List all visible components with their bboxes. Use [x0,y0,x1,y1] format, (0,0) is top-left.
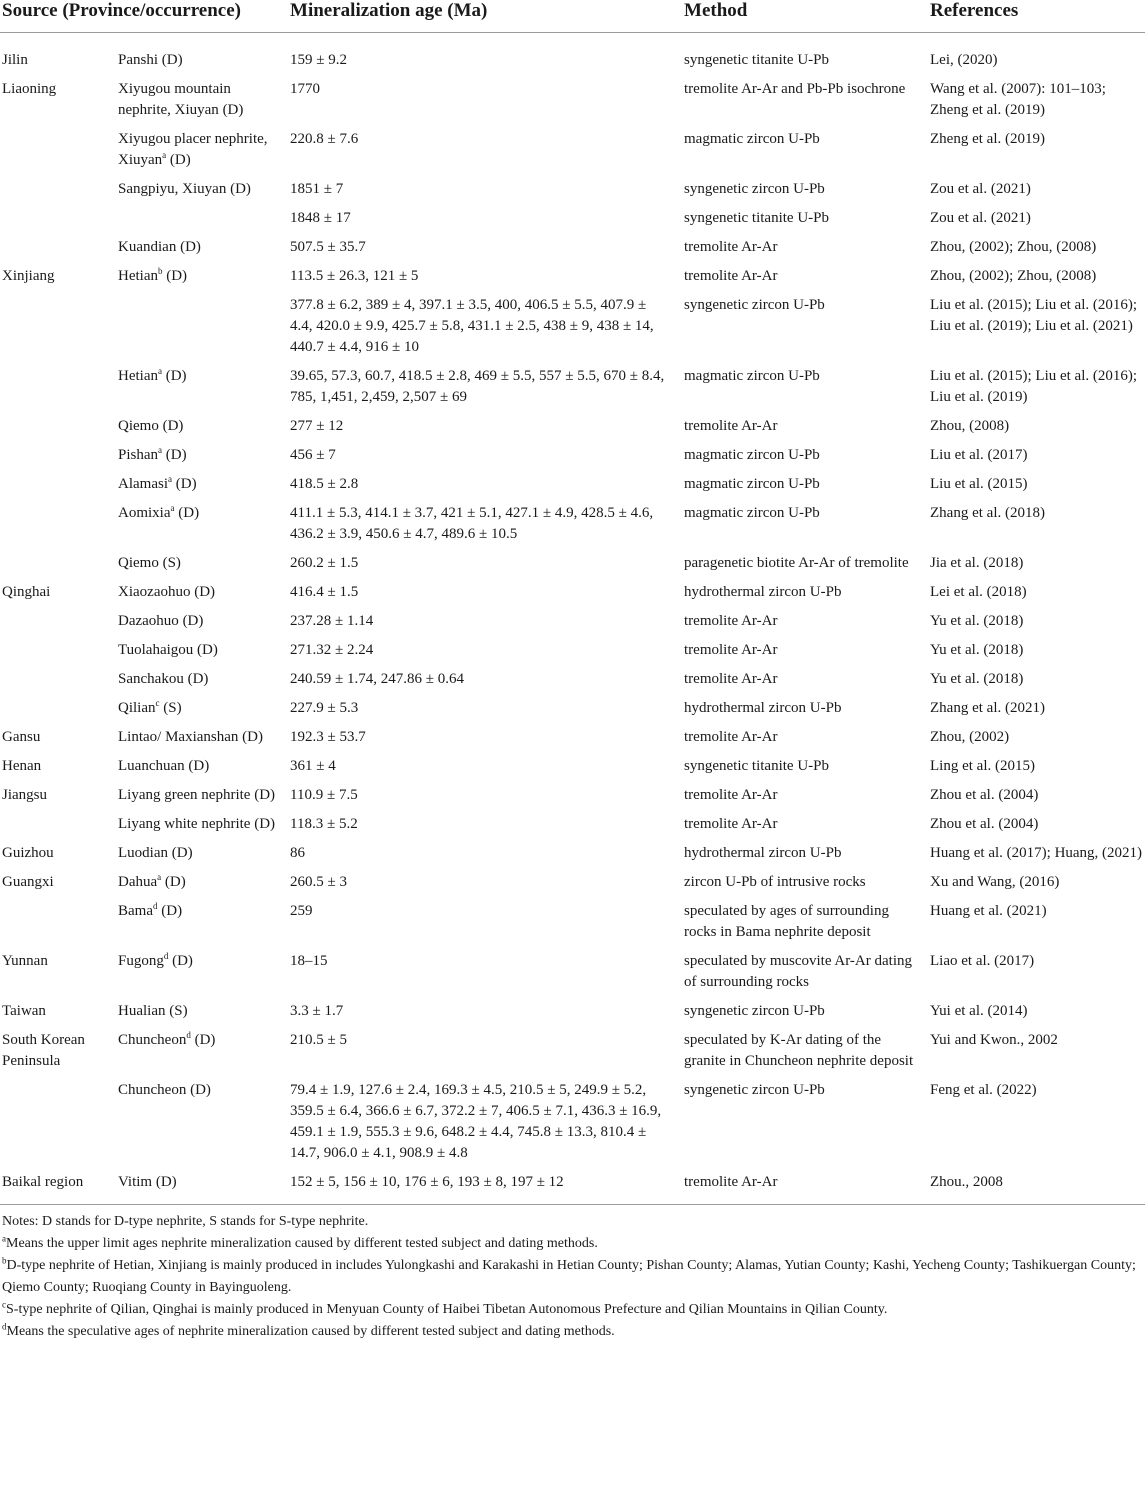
province-cell [0,295,108,366]
note-line [2,1211,1143,1233]
table-row [0,295,1145,366]
table-row [0,1030,1145,1080]
age-cell: 260.2 ± 1.5 [290,555,359,571]
note-mark: b [2,1255,7,1266]
table-row [0,1001,1145,1030]
method-cell: tremolite Ar-Ar [684,729,778,745]
nephrite-type: (D) [183,671,209,687]
table-row [0,33,1145,80]
reference-cell: Liu et al. (2015); Liu et al. (2016); Liu et al. (2019) [930,368,1138,405]
province-cell [0,366,108,416]
reference-cell: Yui and Kwon., 2002 [930,1032,1058,1048]
method-cell: tremolite Ar-Ar [684,671,778,687]
age-cell: 152 ± 5, 156 ± 10, 176 ± 6, 193 ± 8, 197 ± 12 [280,1172,674,1205]
province-cell [0,611,108,640]
table-row [0,669,1145,698]
table-header [0,0,1145,33]
method-cell: tremolite Ar-Ar and Pb-Pb isochrone [684,81,906,97]
occurrence-cell [108,785,280,814]
province-cell [0,208,108,237]
method-cell: tremolite Ar-Ar [684,239,778,255]
reference-cell: Liu et al. (2017) [930,447,1028,463]
method-cell: speculated by ages of surrounding rocks in Bama nephrite deposit [684,903,889,940]
province-cell [0,474,108,503]
occurrence-name: Sangpiyu, Xiuyan [118,181,227,197]
occurrence-name: Liyang white nephrite [118,816,251,832]
occurrence-cell [108,640,280,669]
reference-cell: Yu et al. (2018) [930,671,1024,687]
province-cell: South Korean Peninsula [2,1032,85,1069]
occurrence-name: Qiemo [118,555,159,571]
province-cell: Taiwan [2,1003,46,1019]
province-cell: Qinghai [2,584,51,600]
note-mark: d [2,1321,7,1332]
nephrite-type: (D) [226,181,251,197]
note-text: D-type nephrite of Hetian, Xinjiang is mainly produced in includes Yulongkashi and Karakashi in Hetian County; Pishan County; Alamas, Yutian County; Kashi, Yecheng County; Tashikuergan County; Qiemo County; Ruoqiang County in Bayinguoleng. [2,1258,1136,1295]
method-cell: syngenetic zircon U-Pb [684,181,825,197]
nephrite-type: (D) [172,476,197,492]
age-cell: 377.8 ± 6.2, 389 ± 4, 397.1 ± 3.5, 400, 406.5 ± 5.5, 407.9 ± 4.4, 420.0 ± 9.9, 425.7 ± 5.8, 431.1 ± 2.5, 438 ± 9, 438 ± 14, 440.7 ± 4.4, 916 ± 10 [290,297,654,355]
occurrence-name: Tuolahaigou [118,642,194,658]
note-text: S-type nephrite of Qilian, Qinghai is mainly produced in Menyuan County of Haibei Tibetan Autonomous Prefecture and Qilian Mountains in Qilian County. [6,1302,888,1317]
occurrence-cell [108,266,280,295]
age-cell: 277 ± 12 [290,418,344,434]
reference-cell: Zhou, (2002); Zhou, (2008) [930,268,1097,284]
reference-cell: Zou et al. (2021) [930,210,1031,226]
age-cell: 361 ± 4 [290,758,336,774]
nephrite-type: (D) [250,787,276,803]
occurrence-name: Chuncheon [118,1082,187,1098]
note-text: Means the speculative ages of nephrite mineralization caused by different tested subject and dating methods. [6,1324,615,1339]
occurrence-name: Kuandian [118,239,177,255]
nephrite-type: (D) [158,418,184,434]
occurrence-cell [108,79,280,129]
nephrite-type: (D) [152,1174,177,1190]
age-cell: 210.5 ± 5 [290,1032,347,1048]
footnote-mark: d [163,951,169,961]
occurrence-cell [108,814,280,843]
province-cell [0,640,108,669]
age-cell: 227.9 ± 5.3 [290,700,359,716]
footnote-mark: b [157,266,163,276]
province-cell: Guangxi [2,874,54,890]
age-cell: 240.59 ± 1.74, 247.86 ± 0.64 [290,671,464,687]
province-cell [0,669,108,698]
age-cell: 192.3 ± 53.7 [290,729,366,745]
province-cell: Henan [2,758,42,774]
note-text: Means the upper limit ages nephrite mineralization caused by different tested subject and dating methods. [6,1236,598,1251]
reference-cell: Xu and Wang, (2016) [930,874,1060,890]
nephrite-type: (D) [178,613,204,629]
age-cell: 237.28 ± 1.14 [290,613,374,629]
table-row [0,814,1145,843]
reference-cell: Huang et al. (2021) [930,903,1047,919]
footnote-mark: d [153,901,158,911]
occurrence-cell [108,179,280,208]
nephrite-type: (D) [161,874,186,890]
age-cell: 86 [290,845,306,861]
occurrence-cell [108,951,280,1001]
occurrence-name: Xiyugou mountain nephrite, Xiuyan [118,81,231,118]
occurrence-cell [108,295,280,366]
occurrence-name: Fugong [118,953,164,969]
age-cell: 1848 ± 17 [290,210,351,226]
nephrite-type: (D) [162,268,188,284]
note-line [2,1233,1143,1255]
province-cell [0,698,108,727]
occurrence-name: Alamasi [118,476,168,492]
occurrence-name: Hualian [118,1003,166,1019]
table-row [0,785,1145,814]
age-cell: 271.32 ± 2.24 [290,642,374,658]
province-cell: Liaoning [2,81,57,97]
age-cell: 416.4 ± 1.5 [290,584,359,600]
table-row [0,951,1145,1001]
reference-cell: Liu et al. (2015); Liu et al. (2016); Liu et al. (2019); Liu et al. (2021) [930,297,1138,334]
table-row [0,1172,1145,1205]
method-cell: speculated by muscovite Ar-Ar dating of surrounding rocks [684,953,912,990]
province-cell: Guizhou [2,845,54,861]
method-cell: magmatic zircon U-Pb [684,505,820,521]
reference-cell: Yu et al. (2018) [930,642,1024,658]
occurrence-name: Lintao/ Maxianshan [118,729,239,745]
reference-cell: Lei et al. (2018) [930,584,1027,600]
reference-cell: Zhou et al. (2004) [930,816,1039,832]
method-cell: syngenetic zircon U-Pb [684,1003,825,1019]
method-cell: syngenetic titanite U-Pb [684,52,829,68]
occurrence-name: Panshi [118,52,159,68]
age-cell: 220.8 ± 7.6 [290,131,359,147]
table-row [0,611,1145,640]
age-cell: 1851 ± 7 [290,181,344,197]
age-cell: 110.9 ± 7.5 [290,787,358,803]
occurrence-cell [108,503,280,553]
occurrence-cell [108,129,280,179]
age-cell: 1770 [290,81,321,97]
occurrence-cell [108,1001,280,1030]
nephrite-type: (D) [174,505,200,521]
nephrite-type: (D) [157,903,183,919]
occurrence-name: Hetian [118,368,158,384]
province-cell [0,1080,108,1172]
footnote-mark: a [157,872,162,882]
province-cell [0,129,108,179]
method-cell: syngenetic zircon U-Pb [684,1082,825,1098]
method-cell: magmatic zircon U-Pb [684,131,820,147]
province-cell [0,237,108,266]
table-row [0,416,1145,445]
occurrence-cell [108,474,280,503]
occurrence-cell [108,416,280,445]
footnote-mark: a [158,445,163,455]
province-cell [0,553,108,582]
province-cell: Jilin [2,52,28,68]
occurrence-cell [108,1030,280,1080]
note-line [2,1255,1143,1299]
province-cell [0,901,108,951]
age-cell: 456 ± 7 [290,447,336,463]
occurrence-cell [108,669,280,698]
header-method: Method [674,0,921,33]
reference-cell: Liu et al. (2015) [930,476,1028,492]
table-row [0,698,1145,727]
nephrite-type: (D) [168,953,193,969]
method-cell: paragenetic biotite Ar-Ar of tremolite [684,555,909,571]
nephrite-type: (D) [158,52,183,68]
age-cell: 113.5 ± 26.3, 121 ± 5 [290,268,419,284]
table-row [0,727,1145,756]
method-cell: hydrothermal zircon U-Pb [684,700,842,716]
reference-cell: Yu et al. (2018) [930,613,1024,629]
nephrite-type: (D) [218,102,244,118]
occurrence-cell [108,872,280,901]
table-row [0,901,1145,951]
table-row [0,237,1145,266]
method-cell: tremolite Ar-Ar [684,642,778,658]
method-cell: zircon U-Pb of intrusive rocks [684,874,866,890]
nephrite-type: (D) [190,1032,216,1048]
occurrence-cell [108,237,280,266]
occurrence-cell [108,1172,280,1205]
age-cell: 507.5 ± 35.7 [290,239,366,255]
nephrite-type: (S) [165,1003,188,1019]
nephrite-type: (S) [158,555,181,571]
province-cell [0,503,108,553]
nephrite-type: (D) [190,584,216,600]
age-cell: 159 ± 9.2 [290,52,347,68]
province-cell: Yunnan [2,953,48,969]
province-cell: Gansu [2,729,41,745]
nephrite-type: (D) [186,1082,211,1098]
reference-cell: Zhou, (2008) [930,418,1010,434]
table-row [0,582,1145,611]
footnote-mark: a [170,503,175,513]
occurrence-name: Luodian [118,845,168,861]
reference-cell: Liao et al. (2017) [930,953,1035,969]
method-cell: tremolite Ar-Ar [684,268,778,284]
occurrence-cell [108,901,280,951]
occurrence-name: Bama [118,903,153,919]
province-cell: Jiangsu [2,787,47,803]
table-row [0,129,1145,179]
table-row [0,266,1145,295]
footnote-mark: a [162,150,167,160]
method-cell: magmatic zircon U-Pb [684,447,820,463]
occurrence-name: Qiemo [118,418,159,434]
occurrence-name: Pishan [118,447,159,463]
age-cell: 118.3 ± 5.2 [290,816,358,832]
method-cell: tremolite Ar-Ar [684,787,778,803]
reference-cell: Zhang et al. (2018) [930,505,1045,521]
reference-cell: Zhou., 2008 [921,1172,1145,1205]
province-cell [0,179,108,208]
occurrence-name: Qilian [118,700,156,716]
table-row [0,872,1145,901]
occurrence-name: Vitim [118,1174,153,1190]
table-row [0,79,1145,129]
table-row [0,445,1145,474]
header-age: Mineralization age (Ma) [280,0,674,33]
reference-cell: Yui et al. (2014) [930,1003,1028,1019]
occurrence-cell [108,366,280,416]
occurrence-name: Sanchakou [118,671,184,687]
table-row [0,179,1145,208]
province-cell: Baikal region [0,1172,108,1205]
occurrence-name: Hetian [118,268,158,284]
age-cell: 411.1 ± 5.3, 414.1 ± 3.7, 421 ± 5.1, 427.1 ± 4.9, 428.5 ± 4.6, 436.2 ± 3.9, 450.6 ± 4.7, 489.6 ± 10.5 [290,505,654,542]
nephrite-type: (D) [161,368,187,384]
note-mark: c [2,1299,6,1310]
method-cell: magmatic zircon U-Pb [684,368,820,384]
footnote-mark: c [155,698,160,708]
occurrence-name: Aomixia [118,505,171,521]
occurrence-cell [108,843,280,872]
occurrence-cell [108,611,280,640]
table-row [0,553,1145,582]
age-cell: 418.5 ± 2.8 [290,476,359,492]
province-cell: Xinjiang [2,268,55,284]
table-row [0,640,1145,669]
province-cell [0,445,108,474]
header-references: References [921,0,1145,33]
note-line [2,1321,1143,1343]
reference-cell: Wang et al. (2007): 101–103; Zheng et al. (2019) [930,81,1106,118]
occurrence-cell [108,445,280,474]
occurrence-cell [108,698,280,727]
nephrite-type: (D) [184,758,210,774]
header-source: Source (Province/occurrence) [0,0,280,33]
occurrence-name: Chuncheon [118,1032,187,1048]
method-cell: hydrothermal zircon U-Pb [684,845,842,861]
occurrence-name: Xiyugou placer nephrite, Xiuyan [118,131,268,168]
table-notes [0,1205,1145,1343]
note-line [2,1299,1143,1321]
age-cell: 259 [290,903,313,919]
table-body [0,33,1145,1205]
method-cell: syngenetic titanite U-Pb [684,758,829,774]
nephrite-type: (D) [193,642,218,658]
table-row [0,366,1145,416]
occurrence-cell [108,727,280,756]
occurrence-cell [108,756,280,785]
nephrite-type: (D) [238,729,263,745]
occurrence-name: Luanchuan [118,758,185,774]
occurrence-cell [108,553,280,582]
occurrence-name: Liyang green nephrite [118,787,251,803]
reference-cell: Jia et al. (2018) [930,555,1024,571]
method-cell: syngenetic titanite U-Pb [684,210,829,226]
reference-cell: Zhou, (2002) [930,729,1010,745]
method-cell: magmatic zircon U-Pb [684,476,820,492]
occurrence-cell [108,208,280,237]
occurrence-cell [108,582,280,611]
occurrence-name: Dazaohuo [118,613,179,629]
method-cell: tremolite Ar-Ar [684,613,778,629]
nephrite-type: (S) [159,700,182,716]
reference-cell: Zou et al. (2021) [930,181,1031,197]
reference-cell: Zhou, (2002); Zhou, (2008) [930,239,1097,255]
method-cell: tremolite Ar-Ar [684,418,778,434]
reference-cell: Lei, (2020) [930,52,998,68]
method-cell: syngenetic zircon U-Pb [684,297,825,313]
method-cell: tremolite Ar-Ar [674,1172,921,1205]
age-cell: 39.65, 57.3, 60.7, 418.5 ± 2.8, 469 ± 5.5, 557 ± 5.5, 670 ± 8.4, 785, 1,451, 2,459, 2,507 ± 69 [290,368,665,405]
note-text: Notes: D stands for D-type nephrite, S stands for S-type nephrite. [2,1214,369,1229]
table-row [0,208,1145,237]
table-row [0,474,1145,503]
occurrence-name: Dahua [118,874,158,890]
table-row [0,1080,1145,1172]
footnote-mark: a [168,474,172,484]
footnote-mark: d [186,1030,191,1040]
note-mark: a [2,1233,6,1244]
reference-cell: Zheng et al. (2019) [930,131,1045,147]
occurrence-cell [108,1080,280,1172]
method-cell: tremolite Ar-Ar [684,816,778,832]
age-cell: 79.4 ± 1.9, 127.6 ± 2.4, 169.3 ± 4.5, 210.5 ± 5, 249.9 ± 5.2, 359.5 ± 6.4, 366.6 ± 6.7, 372.2 ± 7, 406.5 ± 7.1, 436.3 ± 16.9, 459.1 ± 1.9, 555.3 ± 9.6, 648.2 ± 4.4, 745.8 ± 13.3, 810.4 ± 14.7, 906.0 ± 4.1, 908.9 ± 4.8 [290,1082,662,1161]
age-cell: 3.3 ± 1.7 [290,1003,344,1019]
footnote-mark: a [157,366,162,376]
nephrite-type: (D) [176,239,201,255]
age-cell: 260.5 ± 3 [290,874,347,890]
province-cell [0,814,108,843]
reference-cell: Ling et al. (2015) [930,758,1035,774]
nephrite-type: (D) [168,845,193,861]
reference-cell: Huang et al. (2017); Huang, (2021) [930,845,1143,861]
nephrite-type: (D) [250,816,276,832]
table-row [0,503,1145,553]
province-cell [0,416,108,445]
table-row [0,843,1145,872]
reference-cell: Zhang et al. (2021) [930,700,1045,716]
nephrite-type: (D) [166,152,191,168]
method-cell: speculated by K-Ar dating of the granite in Chuncheon nephrite deposit [684,1032,914,1069]
nephrite-type: (D) [162,447,187,463]
method-cell: hydrothermal zircon U-Pb [684,584,842,600]
occurrence-name: Xiaozaohuo [118,584,191,600]
reference-cell: Feng et al. (2022) [930,1082,1037,1098]
age-cell: 18–15 [290,953,328,969]
occurrence-cell [108,33,280,80]
table-row [0,756,1145,785]
reference-cell: Zhou et al. (2004) [930,787,1039,803]
